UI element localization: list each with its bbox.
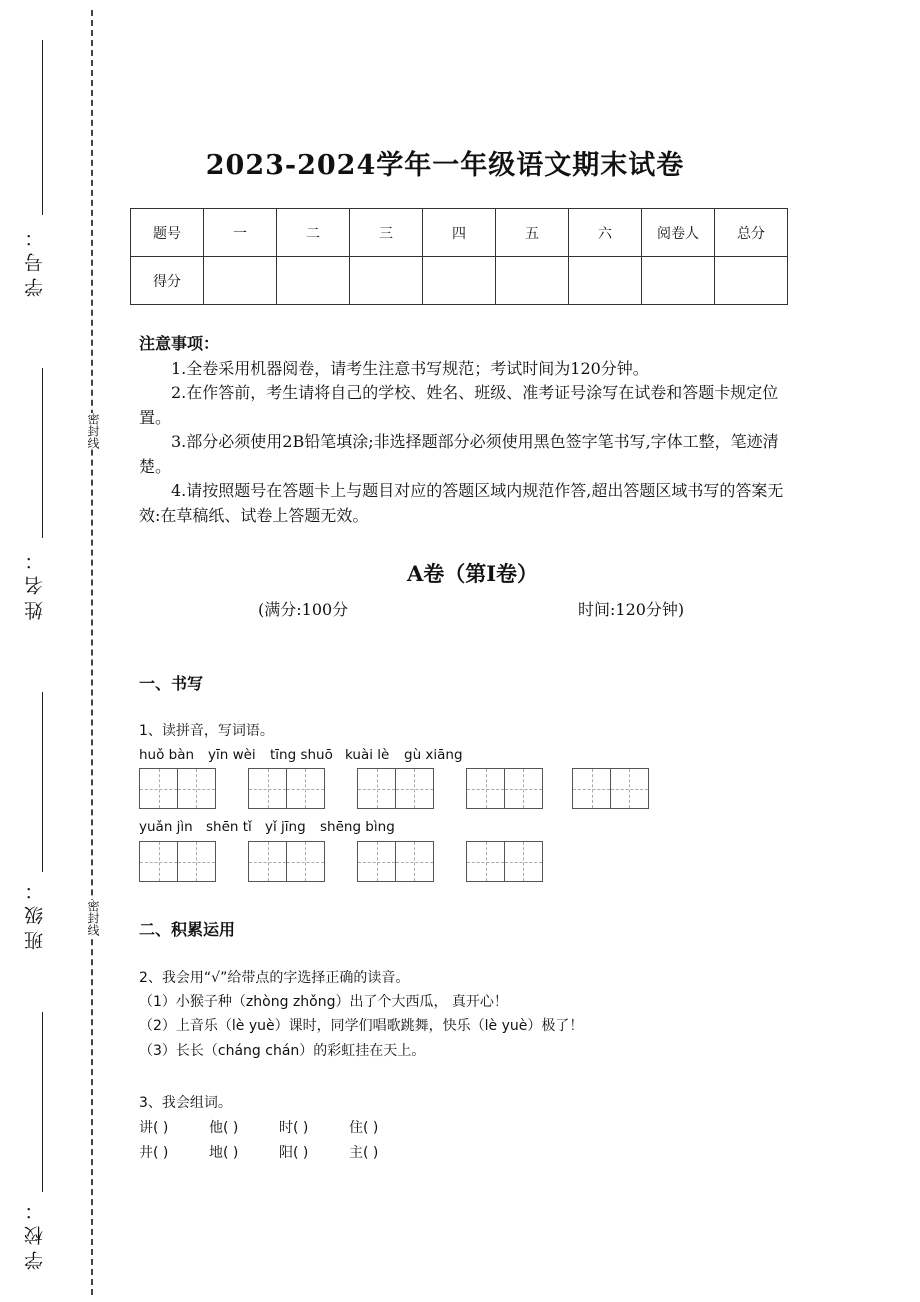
notes-heading: 注意事项： (139, 334, 220, 353)
notes-item: 1.全卷采用机器阅卷，请考生注意书写规范；考试时间为120分钟。 (171, 358, 649, 378)
binding-dashed-line (91, 10, 93, 1295)
score-cell[interactable] (350, 257, 423, 305)
notes-item: 4.请按照题号在答题卡上与题目对应的答题区域内规范作答,超出答题区域书写的答案无效:在草稿纸、试卷上答题无效。 (139, 481, 784, 525)
writing-box[interactable] (357, 841, 432, 882)
writing-box[interactable] (466, 768, 541, 809)
header-cell: 阅卷人 (642, 209, 715, 257)
score-cell[interactable] (642, 257, 715, 305)
pinyin-label: shēn tǐ (206, 819, 252, 835)
pinyin-label: kuài lè (345, 747, 390, 763)
word-group-row (139, 1117, 419, 1137)
question-1: 1、读拼音，写词语。 (139, 723, 274, 739)
pinyin-label: yǐ jīng (265, 819, 306, 835)
header-cell: 四 (423, 209, 496, 257)
score-table-score-row (131, 257, 788, 305)
word-blank[interactable]: 井( ) (139, 1145, 169, 1161)
seal-mark-bottom: 密封线 (82, 900, 100, 936)
writing-box[interactable] (139, 768, 214, 809)
page-title: 2023-2024学年一年级语文期末试卷 (205, 150, 685, 181)
score-cell[interactable] (277, 257, 350, 305)
question-3: 3、我会组词。 (139, 1095, 232, 1111)
pinyin-label: shēng bìng (320, 819, 395, 835)
pinyin-label: tīng shuō (270, 747, 333, 763)
header-cell: 五 (496, 209, 569, 257)
score-cell[interactable] (423, 257, 496, 305)
header-cell: 总分 (715, 209, 788, 257)
question-2-item: （3）长长（cháng chán）的彩虹挂在天上。 (139, 1043, 426, 1059)
class-label: 班级： (24, 875, 46, 950)
score-cell[interactable] (569, 257, 642, 305)
header-cell: 二 (277, 209, 350, 257)
writing-box[interactable] (139, 841, 214, 882)
question-2: 2、我会用“√”给带点的字选择正确的读音。 (139, 970, 410, 986)
class-rule (42, 692, 43, 872)
notes-block (139, 332, 789, 528)
notes-item: 2.在作答前，考生请将自己的学校、姓名、班级、准考证号涂写在试卷和答题卡规定位置。 (139, 383, 779, 427)
seal-mark-top: 密封线 (82, 413, 100, 449)
word-blank[interactable]: 讲( ) (139, 1120, 169, 1136)
word-blank[interactable]: 地( ) (209, 1145, 239, 1161)
score-cell[interactable] (715, 257, 788, 305)
header-cell: 题号 (131, 209, 204, 257)
header-cell: 三 (350, 209, 423, 257)
word-blank[interactable]: 时( ) (279, 1120, 309, 1136)
word-group-row (139, 1142, 419, 1162)
writing-box[interactable] (357, 768, 432, 809)
pinyin-label: huǒ bàn (139, 747, 195, 763)
paper-title: A卷（第I卷） (406, 561, 539, 586)
writing-box[interactable] (248, 768, 323, 809)
name-label: 姓名： (24, 545, 46, 620)
school-rule (42, 1012, 43, 1192)
pinyin-label: yīn wèi (208, 747, 256, 763)
student-id-rule (42, 40, 43, 215)
time-text: 时间:120分钟) (578, 600, 685, 619)
notes-item: 3.部分必须使用2B铅笔填涂;非选择题部分必须使用黑色签字笔书写,字体工整，笔迹清楚。 (139, 432, 779, 476)
student-id-label: 学号： (24, 222, 46, 297)
score-cell[interactable] (496, 257, 569, 305)
word-blank[interactable]: 主( ) (349, 1145, 379, 1161)
word-blank[interactable]: 他( ) (209, 1120, 239, 1136)
writing-box[interactable] (572, 768, 647, 809)
score-table-header-row (131, 209, 788, 257)
school-label: 学校： (24, 1195, 46, 1270)
name-rule (42, 368, 43, 538)
score-cell[interactable] (204, 257, 277, 305)
question-2-item: （1）小猴子种（zhòng zhǒng）出了个大西瓜， 真开心！ (139, 994, 508, 1010)
pinyin-label: gù xiāng (404, 747, 463, 763)
section-2-heading: 二、积累运用 (139, 920, 236, 939)
header-cell: 六 (569, 209, 642, 257)
question-2-item: （2）上音乐（lè yuè）课时，同学们唱歌跳舞，快乐（lè yuè）极了！ (139, 1018, 584, 1034)
word-blank[interactable]: 阳( ) (279, 1145, 309, 1161)
header-cell: 一 (204, 209, 277, 257)
section-1-heading: 一、书写 (139, 674, 204, 693)
score-table (130, 208, 788, 305)
word-blank[interactable]: 住( ) (349, 1120, 379, 1136)
full-score-text: (满分:100分 (258, 600, 349, 619)
writing-box[interactable] (248, 841, 323, 882)
row-label-cell: 得分 (131, 257, 204, 305)
writing-box[interactable] (466, 841, 541, 882)
pinyin-label: yuǎn jìn (139, 819, 193, 835)
